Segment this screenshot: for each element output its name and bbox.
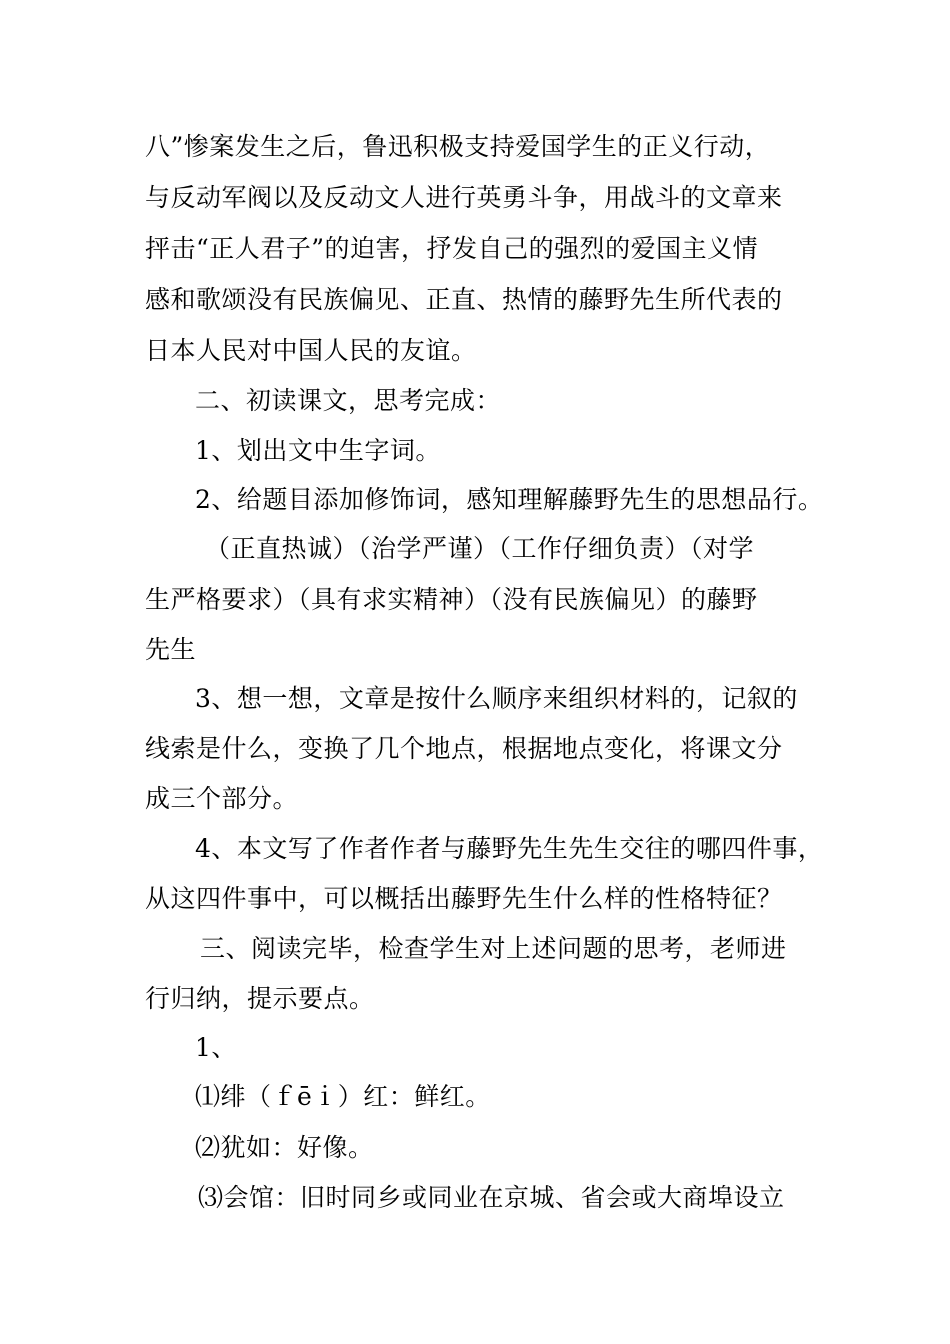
section-heading: 二、初读课文，思考完成：: [195, 386, 502, 415]
text-line: 线索是什么，变换了几个地点，根据地点变化，将课文分: [145, 734, 783, 763]
text-line: 3、想一想，文章是按什么顺序来组织材料的，记叙的: [195, 684, 798, 713]
text-line: 八”惨案发生之后，鲁迅积极支持爱国学生的正义行动，: [145, 132, 771, 161]
text-line: ⑴绯（ｆēｉ）红：鲜红。: [195, 1082, 491, 1111]
text-line: 行归纳，提示要点。: [145, 984, 375, 1013]
text-line: 与反动军阀以及反动文人进行英勇斗争，用战斗的文章来: [145, 183, 783, 212]
text-line: 成三个部分。: [145, 784, 299, 813]
text-line: 1、: [195, 1033, 237, 1062]
section-heading: 三、阅读完毕，检查学生对上述问题的思考，老师进: [200, 934, 787, 963]
text-line: 4、本文写了作者作者与藤野先生先生交往的哪四件事，: [195, 834, 824, 863]
text-line: 2、给题目添加修饰词，感知理解藤野先生的思想品行。: [195, 485, 824, 514]
text-line: 抨击“正人君子”的迫害，抒发自己的强烈的爱国主义情: [145, 234, 759, 263]
text-line: ⑵犹如：好像。: [195, 1133, 374, 1162]
text-line: 日本人民对中国人民的友谊。: [145, 336, 477, 365]
text-line: 生严格要求）（具有求实精神）（没有民族偏见）的藤野: [145, 585, 758, 614]
text-line: 从这四件事中，可以概括出藤野先生什么样的性格特征？: [145, 884, 783, 913]
text-line: 1、划出文中生字词。: [195, 436, 441, 465]
text-line: （正直热诚）（治学严谨）（工作仔细负责）（对学: [205, 534, 755, 563]
text-line: 感和歌颂没有民族偏见、正直、热情的藤野先生所代表的: [145, 285, 783, 314]
text-line: 先生: [145, 635, 197, 664]
text-line: ⑶会馆：旧时同乡或同业在京城、省会或大商埠设立: [198, 1183, 785, 1212]
